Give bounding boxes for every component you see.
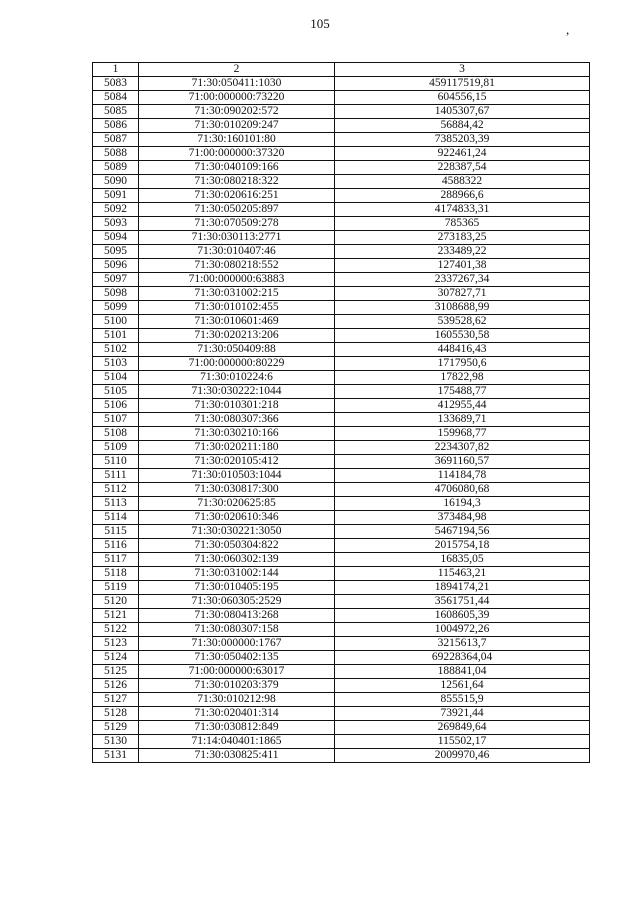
cadastral-number-cell: 71:30:020616:251 — [139, 189, 335, 203]
row-number-cell: 5092 — [93, 203, 139, 217]
table-row — [93, 497, 590, 511]
row-number-cell: 5130 — [93, 735, 139, 749]
table-row — [93, 357, 590, 371]
value-cell: 4706080,68 — [335, 483, 590, 497]
cadastral-number-cell: 71:30:010503:1044 — [139, 469, 335, 483]
cadastral-number-cell: 71:30:030222:1044 — [139, 385, 335, 399]
table-row — [93, 553, 590, 567]
table-row — [93, 77, 590, 91]
table-row — [93, 539, 590, 553]
row-number-cell: 5109 — [93, 441, 139, 455]
row-number-cell: 5094 — [93, 231, 139, 245]
table-row — [93, 147, 590, 161]
cadastral-number-cell: 71:30:080307:366 — [139, 413, 335, 427]
value-cell: 73921,44 — [335, 707, 590, 721]
cadastral-number-cell: 71:30:030812:849 — [139, 721, 335, 735]
cadastral-number-cell: 71:30:040109:166 — [139, 161, 335, 175]
cadastral-number-cell: 71:30:060302:139 — [139, 553, 335, 567]
value-cell: 855515,9 — [335, 693, 590, 707]
cadastral-number-cell: 71:30:020401:314 — [139, 707, 335, 721]
row-number-cell: 5120 — [93, 595, 139, 609]
table-row — [93, 259, 590, 273]
value-cell: 3108688,99 — [335, 301, 590, 315]
cadastral-number-cell: 71:14:040401:1865 — [139, 735, 335, 749]
table-row — [93, 511, 590, 525]
table-row — [93, 385, 590, 399]
row-number-cell: 5115 — [93, 525, 139, 539]
cadastral-number-cell: 71:30:080218:322 — [139, 175, 335, 189]
value-cell: 175488,77 — [335, 385, 590, 399]
row-number-cell: 5084 — [93, 91, 139, 105]
value-cell: 922461,24 — [335, 147, 590, 161]
row-number-cell: 5117 — [93, 553, 139, 567]
cadastral-number-cell: 71:30:070509:278 — [139, 217, 335, 231]
value-cell: 2009970,46 — [335, 749, 590, 763]
row-number-cell: 5102 — [93, 343, 139, 357]
cadastral-number-cell: 71:30:030210:166 — [139, 427, 335, 441]
cadastral-number-cell: 71:30:010209:247 — [139, 119, 335, 133]
row-number-cell: 5107 — [93, 413, 139, 427]
value-cell: 115463,21 — [335, 567, 590, 581]
table-row — [93, 175, 590, 189]
value-cell: 2337267,34 — [335, 273, 590, 287]
table-row — [93, 679, 590, 693]
row-number-cell: 5128 — [93, 707, 139, 721]
cadastral-number-cell: 71:30:030221:3050 — [139, 525, 335, 539]
value-cell: 1894174,21 — [335, 581, 590, 595]
value-cell: 604556,15 — [335, 91, 590, 105]
value-cell: 4588322 — [335, 175, 590, 189]
table-row — [93, 735, 590, 749]
cadastral-number-cell: 71:30:090202:572 — [139, 105, 335, 119]
register-table — [92, 62, 590, 763]
table-row — [93, 119, 590, 133]
row-number-cell: 5131 — [93, 749, 139, 763]
value-cell: 1717950,6 — [335, 357, 590, 371]
corner-mark: , — [566, 22, 570, 37]
cadastral-number-cell: 71:30:080413:268 — [139, 609, 335, 623]
cadastral-number-cell: 71:30:050409:88 — [139, 343, 335, 357]
row-number-cell: 5085 — [93, 105, 139, 119]
value-cell: 16194,3 — [335, 497, 590, 511]
value-cell: 3561751,44 — [335, 595, 590, 609]
value-cell: 3691160,57 — [335, 455, 590, 469]
value-cell: 459117519,81 — [335, 77, 590, 91]
table-row — [93, 637, 590, 651]
row-number-cell: 5108 — [93, 427, 139, 441]
table-header — [93, 63, 590, 77]
table-row — [93, 609, 590, 623]
table-row — [93, 105, 590, 119]
value-cell: 1004972,26 — [335, 623, 590, 637]
value-cell: 7385203,39 — [335, 133, 590, 147]
value-cell: 115502,17 — [335, 735, 590, 749]
row-number-cell: 5113 — [93, 497, 139, 511]
table-row — [93, 217, 590, 231]
row-number-cell: 5110 — [93, 455, 139, 469]
table-body — [93, 77, 590, 763]
row-number-cell: 5116 — [93, 539, 139, 553]
cadastral-number-cell: 71:30:010224:6 — [139, 371, 335, 385]
page-number: 105 — [310, 16, 330, 31]
cadastral-number-cell: 71:30:020211:180 — [139, 441, 335, 455]
value-cell: 228387,54 — [335, 161, 590, 175]
table-row — [93, 413, 590, 427]
column-header-2: 2 — [139, 63, 335, 77]
row-number-cell: 5129 — [93, 721, 139, 735]
value-cell: 785365 — [335, 217, 590, 231]
row-number-cell: 5112 — [93, 483, 139, 497]
value-cell: 1605530,58 — [335, 329, 590, 343]
row-number-cell: 5093 — [93, 217, 139, 231]
table-row — [93, 427, 590, 441]
table-row — [93, 707, 590, 721]
table-row — [93, 203, 590, 217]
cadastral-number-cell: 71:30:030817:300 — [139, 483, 335, 497]
table-row — [93, 665, 590, 679]
cadastral-number-cell: 71:30:010407:46 — [139, 245, 335, 259]
cadastral-number-cell: 71:30:050402:135 — [139, 651, 335, 665]
row-number-cell: 5114 — [93, 511, 139, 525]
table-row — [93, 133, 590, 147]
value-cell: 273183,25 — [335, 231, 590, 245]
cadastral-number-cell: 71:30:060305:2529 — [139, 595, 335, 609]
value-cell: 373484,98 — [335, 511, 590, 525]
value-cell: 159968,77 — [335, 427, 590, 441]
value-cell: 56884,42 — [335, 119, 590, 133]
cadastral-number-cell: 71:00:000000:80229 — [139, 357, 335, 371]
table-row — [93, 525, 590, 539]
row-number-cell: 5086 — [93, 119, 139, 133]
cadastral-number-cell: 71:30:020610:346 — [139, 511, 335, 525]
table-row — [93, 469, 590, 483]
cadastral-number-cell: 71:30:050304:822 — [139, 539, 335, 553]
cadastral-number-cell: 71:30:030825:411 — [139, 749, 335, 763]
cadastral-number-cell: 71:30:020625:85 — [139, 497, 335, 511]
row-number-cell: 5106 — [93, 399, 139, 413]
row-number-cell: 5121 — [93, 609, 139, 623]
cadastral-number-cell: 71:30:010405:195 — [139, 581, 335, 595]
cadastral-number-cell: 71:30:020105:412 — [139, 455, 335, 469]
table-row — [93, 623, 590, 637]
value-cell: 69228364,04 — [335, 651, 590, 665]
value-cell: 539528,62 — [335, 315, 590, 329]
row-number-cell: 5123 — [93, 637, 139, 651]
value-cell: 114184,78 — [335, 469, 590, 483]
table-row — [93, 455, 590, 469]
row-number-cell: 5111 — [93, 469, 139, 483]
value-cell: 3215613,7 — [335, 637, 590, 651]
table-row — [93, 287, 590, 301]
table-row — [93, 441, 590, 455]
table-row — [93, 329, 590, 343]
value-cell: 1405307,67 — [335, 105, 590, 119]
value-cell: 1608605,39 — [335, 609, 590, 623]
value-cell: 127401,38 — [335, 259, 590, 273]
row-number-cell: 5118 — [93, 567, 139, 581]
cadastral-number-cell: 71:30:080218:552 — [139, 259, 335, 273]
row-number-cell: 5097 — [93, 273, 139, 287]
row-number-cell: 5101 — [93, 329, 139, 343]
value-cell: 5467194,56 — [335, 525, 590, 539]
table-row — [93, 343, 590, 357]
value-cell: 288966,6 — [335, 189, 590, 203]
table-row — [93, 399, 590, 413]
row-number-cell: 5087 — [93, 133, 139, 147]
column-header-1: 1 — [93, 63, 139, 77]
cadastral-number-cell: 71:00:000000:73220 — [139, 91, 335, 105]
value-cell: 307827,71 — [335, 287, 590, 301]
table-row — [93, 189, 590, 203]
cadastral-number-cell: 71:30:050205:897 — [139, 203, 335, 217]
row-number-cell: 5090 — [93, 175, 139, 189]
table-row — [93, 595, 590, 609]
row-number-cell: 5104 — [93, 371, 139, 385]
value-cell: 4174833,31 — [335, 203, 590, 217]
cadastral-number-cell: 71:30:080307:158 — [139, 623, 335, 637]
cadastral-number-cell: 71:30:031002:215 — [139, 287, 335, 301]
row-number-cell: 5105 — [93, 385, 139, 399]
value-cell: 269849,64 — [335, 721, 590, 735]
value-cell: 188841,04 — [335, 665, 590, 679]
value-cell: 233489,22 — [335, 245, 590, 259]
cadastral-number-cell: 71:30:010203:379 — [139, 679, 335, 693]
value-cell: 2015754,18 — [335, 539, 590, 553]
row-number-cell: 5096 — [93, 259, 139, 273]
cadastral-number-cell: 71:30:010601:469 — [139, 315, 335, 329]
table-row — [93, 581, 590, 595]
cadastral-number-cell: 71:30:010212:98 — [139, 693, 335, 707]
row-number-cell: 5089 — [93, 161, 139, 175]
table-row — [93, 273, 590, 287]
cadastral-number-cell: 71:30:030113:2771 — [139, 231, 335, 245]
cadastral-number-cell: 71:30:050411:1030 — [139, 77, 335, 91]
table-row — [93, 567, 590, 581]
cadastral-number-cell: 71:00:000000:63883 — [139, 273, 335, 287]
row-number-cell: 5119 — [93, 581, 139, 595]
table-row — [93, 693, 590, 707]
table-row — [93, 231, 590, 245]
cadastral-number-cell: 71:30:020213:206 — [139, 329, 335, 343]
value-cell: 448416,43 — [335, 343, 590, 357]
cadastral-number-cell: 71:00:000000:63017 — [139, 665, 335, 679]
table-row — [93, 245, 590, 259]
table-row — [93, 315, 590, 329]
row-number-cell: 5083 — [93, 77, 139, 91]
value-cell: 12561,64 — [335, 679, 590, 693]
row-number-cell: 5100 — [93, 315, 139, 329]
cadastral-number-cell: 71:30:160101:80 — [139, 133, 335, 147]
cadastral-number-cell: 71:30:010301:218 — [139, 399, 335, 413]
table-row — [93, 721, 590, 735]
row-number-cell: 5125 — [93, 665, 139, 679]
cadastral-number-cell: 71:30:031002:144 — [139, 567, 335, 581]
cadastral-number-cell: 71:30:000000:1767 — [139, 637, 335, 651]
table-row — [93, 651, 590, 665]
value-cell: 133689,71 — [335, 413, 590, 427]
table-row — [93, 371, 590, 385]
column-header-3: 3 — [335, 63, 590, 77]
table-row — [93, 483, 590, 497]
header-row — [93, 63, 590, 77]
row-number-cell: 5088 — [93, 147, 139, 161]
row-number-cell: 5098 — [93, 287, 139, 301]
value-cell: 16835,05 — [335, 553, 590, 567]
cadastral-number-cell: 71:30:010102:455 — [139, 301, 335, 315]
row-number-cell: 5122 — [93, 623, 139, 637]
value-cell: 2234307,82 — [335, 441, 590, 455]
row-number-cell: 5095 — [93, 245, 139, 259]
row-number-cell: 5103 — [93, 357, 139, 371]
cadastral-number-cell: 71:00:000000:37320 — [139, 147, 335, 161]
value-cell: 412955,44 — [335, 399, 590, 413]
table-row — [93, 749, 590, 763]
row-number-cell: 5099 — [93, 301, 139, 315]
row-number-cell: 5124 — [93, 651, 139, 665]
table-row — [93, 91, 590, 105]
row-number-cell: 5126 — [93, 679, 139, 693]
row-number-cell: 5091 — [93, 189, 139, 203]
table-row — [93, 301, 590, 315]
row-number-cell: 5127 — [93, 693, 139, 707]
value-cell: 17822,98 — [335, 371, 590, 385]
table-row — [93, 161, 590, 175]
